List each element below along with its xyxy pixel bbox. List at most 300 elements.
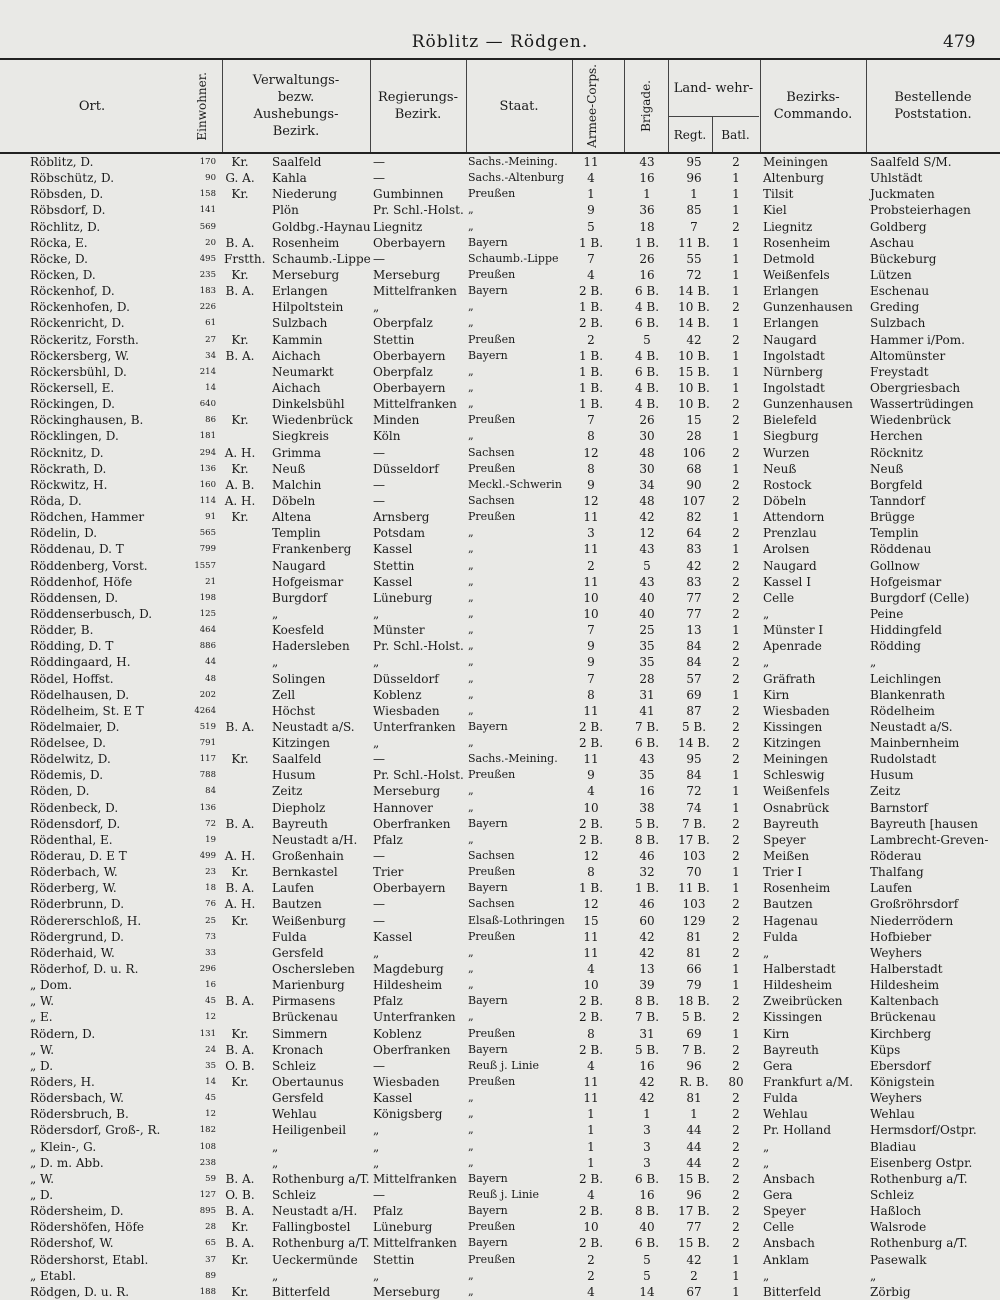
cell-regierungsbezirk: Gumbinnen — [373, 187, 444, 202]
cell-landwehr-regt: 84 — [686, 768, 702, 783]
cell-einwohner: 20 — [205, 237, 216, 248]
cell-regierungsbezirk: Arnsberg — [373, 510, 430, 525]
cell-staat: „ — [468, 1091, 474, 1105]
cell-armeecorps: 7 — [587, 413, 595, 428]
cell-einwohner: 33 — [205, 947, 216, 958]
cell-brigade: 46 — [639, 849, 655, 864]
cell-ort: Röckrath, D. — [30, 461, 107, 476]
cell-behoerde: Kr. — [231, 1075, 249, 1090]
cell-ort: „ D. — [30, 1058, 54, 1073]
cell-bezirkskommando: Ingolstadt — [763, 380, 825, 395]
cell-einwohner: 48 — [205, 673, 216, 684]
cell-armeecorps: 3 — [587, 526, 595, 541]
cell-regierungsbezirk: „ — [373, 655, 380, 670]
cell-bezirkskommando: Bayreuth — [763, 816, 819, 831]
cell-brigade: 5 — [643, 332, 651, 347]
table-row — [0, 380, 1000, 396]
cell-armeecorps: 10 — [583, 590, 599, 605]
cell-landwehr-regt: 85 — [686, 203, 702, 218]
cell-armeecorps: 12 — [583, 493, 599, 508]
cell-staat: „ — [468, 687, 474, 701]
cell-verwaltungsbezirk: Pirmasens — [272, 994, 336, 1009]
cell-einwohner: 895 — [199, 1206, 216, 1217]
cell-staat: Preußen — [468, 1252, 516, 1266]
cell-behoerde: Kr. — [231, 155, 249, 169]
table-row — [0, 703, 1000, 719]
table-row — [0, 993, 1000, 1009]
cell-verwaltungsbezirk: Aichach — [272, 380, 321, 395]
cell-bezirkskommando: Münster I — [763, 623, 824, 638]
cell-behoerde: B. A. — [225, 1236, 255, 1251]
cell-bezirkskommando: Rosenheim — [763, 235, 831, 250]
cell-armeecorps: 8 — [587, 429, 595, 444]
cell-armeecorps: 1 B. — [578, 380, 604, 395]
cell-regierungsbezirk: Unterfranken — [373, 719, 456, 734]
cell-bezirkskommando: Weißenfels — [763, 784, 830, 799]
cell-regierungsbezirk: Düsseldorf — [373, 671, 439, 686]
cell-landwehr-regt: 79 — [686, 978, 702, 993]
cell-einwohner: 238 — [199, 1157, 216, 1168]
cell-landwehr-batl: 2 — [732, 736, 740, 751]
cell-einwohner: 565 — [199, 528, 216, 539]
cell-armeecorps: 2 B. — [578, 316, 604, 331]
cell-regierungsbezirk: Lüneburg — [373, 1220, 433, 1235]
cell-behoerde: Kr. — [231, 187, 249, 202]
cell-landwehr-batl: 2 — [732, 332, 740, 347]
cell-landwehr-batl: 2 — [732, 1042, 740, 1057]
table-row — [0, 219, 1000, 235]
cell-ort: Röcka, E. — [30, 235, 88, 250]
cell-bezirkskommando: Bitterfeld — [763, 1284, 822, 1299]
table-row — [0, 654, 1000, 670]
cell-regierungsbezirk: Merseburg — [373, 784, 441, 799]
cell-landwehr-regt: 95 — [686, 155, 702, 169]
cell-staat: Reuß j. Linie — [468, 1058, 540, 1072]
cell-regierungsbezirk: Mittelfranken — [373, 1236, 457, 1251]
cell-staat: Preußen — [468, 413, 516, 427]
cell-poststation: Röddenau — [870, 542, 932, 557]
cell-landwehr-regt: 77 — [686, 590, 702, 605]
cell-landwehr-batl: 1 — [732, 348, 740, 363]
cell-brigade: 5 — [643, 1252, 651, 1267]
cell-armeecorps: 12 — [583, 445, 599, 460]
cell-brigade: 8 B. — [634, 832, 660, 847]
cell-poststation: Sulzbach — [870, 316, 926, 331]
cell-behoerde: Kr. — [231, 913, 249, 928]
cell-landwehr-regt: 7 — [690, 219, 698, 234]
cell-bezirkskommando: Erlangen — [763, 284, 819, 299]
table-row — [0, 1284, 1000, 1300]
cell-bezirkskommando: Bautzen — [763, 897, 813, 912]
cell-armeecorps: 8 — [587, 1026, 595, 1041]
table-row — [0, 1235, 1000, 1251]
cell-einwohner: 34 — [205, 350, 216, 361]
cell-behoerde: B. A. — [225, 719, 255, 734]
cell-einwohner: 14 — [205, 1077, 216, 1088]
cell-bezirkskommando: Osnabrück — [763, 800, 830, 815]
cell-landwehr-batl: 1 — [732, 1252, 740, 1267]
cell-staat: „ — [468, 962, 474, 976]
cell-regierungsbezirk: Koblenz — [373, 687, 422, 702]
cell-einwohner: 125 — [199, 608, 216, 619]
cell-armeecorps: 4 — [587, 962, 595, 977]
cell-staat: Elsaß-Lothringen — [468, 913, 565, 927]
cell-behoerde: B. A. — [225, 1042, 255, 1057]
cell-einwohner: 495 — [199, 253, 216, 264]
table-row — [0, 202, 1000, 218]
cell-staat: „ — [468, 832, 474, 846]
cell-brigade: 42 — [639, 1091, 655, 1106]
cell-behoerde: Kr. — [231, 413, 249, 428]
cell-verwaltungsbezirk: „ — [272, 655, 279, 670]
table-row — [0, 896, 1000, 912]
cell-landwehr-regt: 96 — [686, 1188, 702, 1202]
cell-landwehr-batl: 1 — [732, 881, 740, 896]
table-row — [0, 332, 1000, 348]
table-row — [0, 929, 1000, 945]
cell-staat: Sachs.-Meining. — [468, 155, 558, 168]
column-rule — [466, 60, 467, 152]
cell-regierungsbezirk: Liegnitz — [373, 219, 423, 234]
cell-brigade: 1 B. — [634, 235, 660, 250]
cell-bezirkskommando: „ — [763, 606, 770, 621]
cell-ort: Rödelsee, D. — [30, 736, 106, 751]
cell-armeecorps: 2 B. — [578, 1236, 604, 1251]
cell-bezirkskommando: Altenburg — [763, 171, 824, 186]
cell-brigade: 1 — [643, 187, 651, 202]
table-row — [0, 977, 1000, 993]
cell-verwaltungsbezirk: Neustadt a/S. — [272, 719, 355, 734]
table-row — [0, 509, 1000, 525]
cell-poststation: Saalfeld S/M. — [870, 155, 952, 169]
cell-bezirkskommando: Arolsen — [763, 542, 810, 557]
table-row — [0, 1203, 1000, 1219]
cell-ort: Röderbach, W. — [30, 865, 118, 880]
cell-landwehr-batl: 1 — [732, 623, 740, 638]
cell-armeecorps: 11 — [583, 929, 599, 944]
cell-armeecorps: 8 — [587, 687, 595, 702]
cell-verwaltungsbezirk: Fulda — [272, 929, 307, 944]
cell-armeecorps: 1 B. — [578, 300, 604, 315]
cell-verwaltungsbezirk: Frankenberg — [272, 542, 352, 557]
cell-poststation: Leichlingen — [870, 671, 942, 686]
cell-regierungsbezirk: Kassel — [373, 1091, 413, 1106]
cell-brigade: 42 — [639, 1075, 655, 1090]
cell-armeecorps: 2 B. — [578, 284, 604, 299]
cell-poststation: „ — [870, 1268, 877, 1283]
cell-armeecorps: 9 — [587, 655, 595, 670]
cell-brigade: 3 — [643, 1123, 651, 1138]
cell-poststation: Freystadt — [870, 364, 929, 379]
table-row — [0, 525, 1000, 541]
cell-poststation: Husum — [870, 768, 914, 783]
cell-staat: „ — [468, 606, 474, 620]
cell-verwaltungsbezirk: Simmern — [272, 1026, 328, 1041]
cell-bezirkskommando: Rostock — [763, 477, 812, 492]
cell-poststation: Lützen — [870, 267, 912, 282]
cell-ort: Rödelwitz, D. — [30, 752, 111, 767]
cell-regierungsbezirk: — — [373, 477, 385, 492]
cell-landwehr-batl: 2 — [732, 929, 740, 944]
table-row — [0, 1268, 1000, 1284]
cell-einwohner: 131 — [199, 1028, 216, 1039]
cell-landwehr-regt: 7 B. — [681, 816, 707, 831]
cell-regierungsbezirk: — — [373, 913, 385, 928]
cell-landwehr-batl: 1 — [732, 251, 740, 266]
cell-brigade: 3 — [643, 1139, 651, 1154]
header-landwehr: Land- wehr- — [673, 80, 754, 96]
cell-brigade: 1 — [643, 1107, 651, 1122]
cell-brigade: 30 — [639, 429, 655, 444]
cell-regierungsbezirk: Oberbayern — [373, 235, 446, 250]
cell-landwehr-regt: 44 — [686, 1139, 702, 1154]
cell-staat: „ — [468, 300, 474, 314]
cell-regierungsbezirk: — — [373, 1058, 385, 1073]
cell-bezirkskommando: Schleswig — [763, 768, 825, 783]
cell-armeecorps: 1 B. — [578, 235, 604, 250]
cell-landwehr-batl: 2 — [732, 300, 740, 315]
cell-bezirkskommando: Fulda — [763, 1091, 798, 1106]
cell-regierungsbezirk: Oberbayern — [373, 881, 446, 896]
cell-regierungsbezirk: Pr. Schl.-Holst. — [373, 203, 464, 218]
cell-landwehr-batl: 1 — [732, 429, 740, 444]
cell-regierungsbezirk: „ — [373, 300, 380, 315]
cell-landwehr-regt: 74 — [686, 800, 702, 815]
cell-poststation: Bückeburg — [870, 251, 937, 266]
cell-behoerde: A. H. — [224, 493, 256, 508]
cell-verwaltungsbezirk: Grimma — [272, 445, 322, 460]
cell-landwehr-batl: 1 — [732, 203, 740, 218]
cell-behoerde: B. A. — [225, 1171, 255, 1186]
cell-bezirkskommando: Anklam — [763, 1252, 810, 1267]
cell-einwohner: 127 — [199, 1190, 216, 1200]
cell-bezirkskommando: Hagenau — [763, 913, 819, 928]
cell-verwaltungsbezirk: Marienburg — [272, 978, 345, 993]
table-row — [0, 1106, 1000, 1122]
cell-behoerde: Kr. — [231, 752, 249, 767]
cell-landwehr-regt: 1 — [690, 187, 698, 202]
cell-ort: Röckenhofen, D. — [30, 300, 130, 315]
cell-ort: Rödgen, D. u. R. — [30, 1284, 130, 1299]
cell-staat: Preußen — [468, 1220, 516, 1234]
cell-brigade: 34 — [639, 477, 655, 492]
cell-staat: Bayern — [468, 881, 508, 895]
cell-landwehr-batl: 1 — [732, 865, 740, 880]
cell-ort: Rödern, D. — [30, 1026, 96, 1041]
cell-ort: Röderberg, W. — [30, 881, 117, 896]
cell-brigade: 26 — [639, 413, 655, 428]
cell-regierungsbezirk: Merseburg — [373, 1284, 441, 1299]
cell-bezirkskommando: Kiel — [763, 203, 787, 218]
cell-staat: Bayern — [468, 719, 508, 733]
cell-armeecorps: 2 B. — [578, 719, 604, 734]
cell-poststation: Rothenburg a/T. — [870, 1236, 968, 1251]
cell-poststation: Wassertrüdingen — [870, 397, 974, 412]
cell-einwohner: 569 — [199, 221, 216, 232]
cell-staat: Preußen — [468, 332, 516, 346]
cell-regierungsbezirk: Oberpfalz — [373, 316, 433, 331]
cell-regierungsbezirk: — — [373, 171, 385, 186]
cell-landwehr-regt: 15 B. — [678, 1236, 710, 1251]
cell-staat: Preußen — [468, 461, 516, 475]
cell-brigade: 6 B. — [634, 284, 660, 299]
cell-ort: „ W. — [30, 1042, 55, 1057]
table-row — [0, 1171, 1000, 1187]
cell-ort: Röddenberg, Vorst. — [30, 558, 148, 573]
cell-armeecorps: 2 — [587, 1268, 595, 1283]
cell-landwehr-regt: 44 — [686, 1155, 702, 1170]
cell-verwaltungsbezirk: Heiligenbeil — [272, 1123, 347, 1138]
cell-brigade: 43 — [639, 542, 655, 557]
cell-ort: Röbsden, D. — [30, 187, 104, 202]
cell-regierungsbezirk: Pfalz — [373, 994, 403, 1009]
cell-regierungsbezirk: Pr. Schl.-Holst. — [373, 768, 464, 783]
cell-landwehr-batl: 2 — [732, 219, 740, 234]
cell-behoerde: A. H. — [224, 849, 256, 864]
cell-regierungsbezirk: Mittelfranken — [373, 284, 457, 299]
cell-staat: Bayern — [468, 348, 508, 362]
cell-staat: „ — [468, 639, 474, 653]
cell-landwehr-batl: 2 — [732, 1010, 740, 1025]
cell-brigade: 40 — [639, 606, 655, 621]
cell-landwehr-regt: 83 — [686, 542, 702, 557]
cell-poststation: Weyhers — [870, 945, 922, 960]
cell-bezirkskommando: „ — [763, 1139, 770, 1154]
cell-staat: Bayern — [468, 816, 508, 830]
cell-landwehr-regt: 17 B. — [678, 1204, 710, 1219]
cell-poststation: Laufen — [870, 881, 913, 896]
cell-poststation: Tanndorf — [870, 493, 925, 508]
cell-poststation: Rudolstadt — [870, 752, 937, 767]
cell-einwohner: 18 — [205, 883, 216, 894]
cell-behoerde: Kr. — [231, 865, 249, 880]
cell-einwohner: 788 — [199, 770, 216, 781]
cell-einwohner: 296 — [199, 964, 216, 975]
cell-ort: Röderbrunn, D. — [30, 897, 125, 912]
cell-einwohner: 12 — [205, 1012, 216, 1023]
cell-behoerde: B. A. — [225, 235, 255, 250]
cell-regierungsbezirk: Pr. Schl.-Holst. — [373, 639, 464, 654]
cell-einwohner: 886 — [199, 641, 216, 652]
cell-poststation: Burgdorf (Celle) — [870, 590, 970, 605]
cell-ort: Röckingen, D. — [30, 397, 115, 412]
cell-bezirkskommando: Apenrade — [763, 639, 822, 654]
cell-brigade: 1 B. — [634, 881, 660, 896]
cell-verwaltungsbezirk: Rosenheim — [272, 235, 340, 250]
cell-bezirkskommando: Meiningen — [763, 752, 829, 767]
cell-bezirkskommando: Liegnitz — [763, 219, 813, 234]
cell-einwohner: 35 — [205, 1060, 216, 1071]
cell-landwehr-regt: 14 B. — [678, 736, 710, 751]
cell-brigade: 26 — [639, 251, 655, 266]
cell-poststation: Halberstadt — [870, 962, 943, 977]
cell-staat: „ — [468, 364, 474, 378]
cell-einwohner: 294 — [199, 447, 216, 458]
cell-landwehr-batl: 2 — [732, 1220, 740, 1235]
cell-verwaltungsbezirk: Solingen — [272, 671, 326, 686]
cell-regierungsbezirk: „ — [373, 1268, 380, 1283]
cell-landwehr-batl: 1 — [732, 1026, 740, 1041]
cell-regierungsbezirk: Mittelfranken — [373, 1171, 457, 1186]
cell-poststation: Lambrecht-Greven- — [870, 832, 989, 847]
cell-ort: Rödershof, W. — [30, 1236, 114, 1251]
cell-bezirkskommando: Prenzlau — [763, 526, 817, 541]
cell-brigade: 6 B. — [634, 1236, 660, 1251]
cell-staat: „ — [468, 590, 474, 604]
cell-landwehr-batl: 80 — [728, 1075, 744, 1090]
cell-ort: Röckwitz, H. — [30, 477, 108, 492]
table-row — [0, 1155, 1000, 1171]
table-row — [0, 170, 1000, 186]
cell-einwohner: 799 — [199, 544, 216, 555]
cell-armeecorps: 7 — [587, 671, 595, 686]
cell-poststation: „ — [870, 655, 877, 670]
cell-armeecorps: 2 B. — [578, 1010, 604, 1025]
cell-poststation: Hermsdorf/Ostpr. — [870, 1123, 977, 1138]
cell-landwehr-batl: 1 — [732, 800, 740, 815]
cell-armeecorps: 10 — [583, 800, 599, 815]
cell-einwohner: 45 — [205, 1093, 216, 1104]
cell-brigade: 4 B. — [634, 300, 660, 315]
table-row — [0, 461, 1000, 477]
cell-ort: Rödenbeck, D. — [30, 800, 119, 815]
cell-landwehr-batl: 1 — [732, 784, 740, 799]
cell-ort: „ Dom. — [30, 978, 73, 993]
cell-armeecorps: 4 — [587, 267, 595, 282]
cell-regierungsbezirk: — — [373, 1188, 385, 1202]
cell-armeecorps: 11 — [583, 510, 599, 525]
cell-bezirkskommando: Celle — [763, 590, 795, 605]
cell-staat: „ — [468, 574, 474, 588]
cell-regierungsbezirk: Hannover — [373, 800, 433, 815]
cell-landwehr-regt: 10 B. — [678, 300, 710, 315]
cell-brigade: 31 — [639, 687, 655, 702]
cell-brigade: 43 — [639, 574, 655, 589]
cell-landwehr-batl: 1 — [732, 267, 740, 282]
cell-einwohner: 72 — [205, 818, 216, 829]
cell-landwehr-batl: 2 — [732, 526, 740, 541]
cell-poststation: Bayreuth [hausen — [870, 816, 978, 831]
table-row — [0, 154, 1000, 170]
cell-staat: Sachs.-Altenburg — [468, 171, 565, 185]
cell-ort: Röcklingen, D. — [30, 429, 119, 444]
cell-verwaltungsbezirk: Obertaunus — [272, 1075, 344, 1090]
cell-einwohner: 136 — [199, 463, 216, 474]
cell-landwehr-regt: 67 — [686, 1284, 702, 1299]
cell-armeecorps: 15 — [583, 913, 599, 928]
cell-verwaltungsbezirk: Templin — [272, 526, 321, 541]
cell-landwehr-batl: 1 — [732, 235, 740, 250]
cell-brigade: 35 — [639, 655, 655, 670]
cell-einwohner: 76 — [205, 899, 216, 910]
header-einwohner-label: Einwohner. — [194, 71, 209, 141]
cell-brigade: 16 — [639, 784, 655, 799]
cell-armeecorps: 1 — [587, 1107, 595, 1122]
cell-landwehr-regt: 5 B. — [681, 1010, 707, 1025]
cell-bezirkskommando: Naugard — [763, 332, 817, 347]
cell-verwaltungsbezirk: Rothenburg a/T. — [272, 1236, 370, 1251]
cell-brigade: 25 — [639, 623, 655, 638]
cell-verwaltungsbezirk: Goldbg.-Haynau — [272, 219, 371, 234]
cell-bezirkskommando: Kissingen — [763, 719, 823, 734]
cell-einwohner: 519 — [199, 721, 216, 732]
cell-brigade: 32 — [639, 865, 655, 880]
cell-bezirkskommando: Ansbach — [763, 1171, 815, 1186]
cell-einwohner: 198 — [199, 592, 216, 603]
cell-brigade: 16 — [639, 1188, 655, 1202]
table-row — [0, 186, 1000, 202]
cell-landwehr-batl: 2 — [732, 397, 740, 412]
